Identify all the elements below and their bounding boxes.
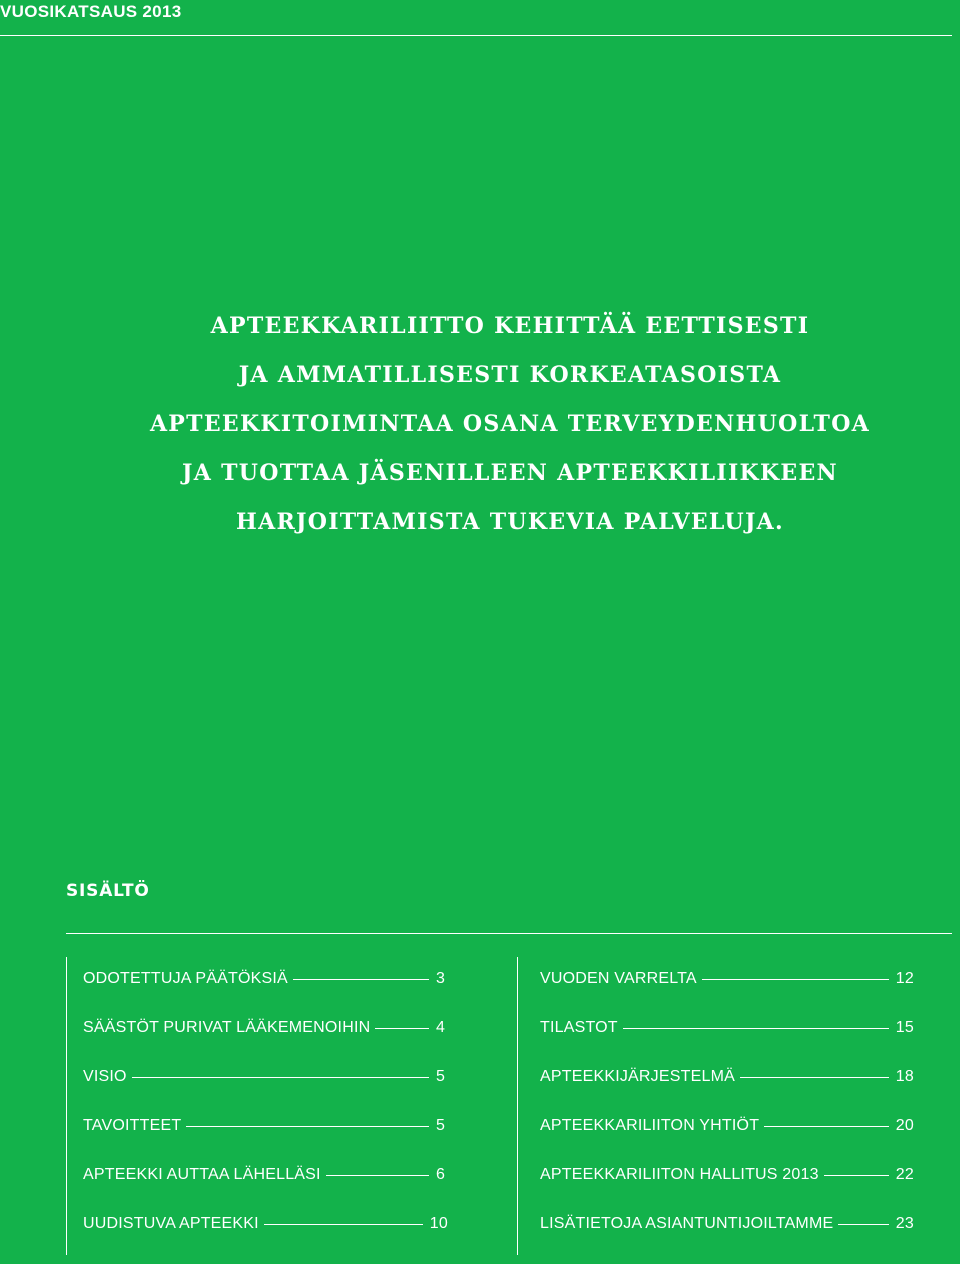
toc-entry-label: SÄÄSTÖT PURIVAT LÄÄKEMENOIHIN [83,1019,371,1036]
toc-entry-label: ODOTETTUJA PÄÄTÖKSIÄ [83,970,288,987]
mission-line: HARJOITTAMISTA TUKEVIA PALVELUJA. [236,509,784,535]
toc-entry[interactable] [83,1166,448,1215]
toc-entry[interactable] [83,1019,448,1068]
toc-entry-page: 22 [895,1166,914,1183]
toc-entry[interactable] [540,1117,914,1166]
toc-entry-page: 10 [429,1215,448,1232]
toc-entry-page: 20 [895,1117,914,1134]
toc-entry-label: VUODEN VARRELTA [540,970,697,987]
toc-leader-line [824,1175,889,1176]
toc-leader-line [375,1028,429,1029]
toc-entry[interactable] [83,1117,448,1166]
toc-entry[interactable] [83,1215,448,1264]
toc-leader-line [702,979,889,980]
toc-entry-label: APTEEKKARILIITON HALLITUS 2013 [540,1166,819,1183]
toc-entry-label: APTEEKKIJÄRJESTELMÄ [540,1068,735,1085]
toc-entry[interactable] [540,1166,914,1215]
toc-heading: SISÄLTÖ [66,881,150,901]
mission-line: APTEEKKITOIMINTAA OSANA TERVEYDENHUOLTOA [149,411,871,437]
toc-entry[interactable] [540,1215,914,1264]
toc-leader-line [740,1077,889,1078]
toc-entry-page: 3 [436,970,446,987]
toc-left-column-rule [66,957,67,1255]
mission-line: APTEEKKARILIITTO KEHITTÄÄ EETTISESTI [210,313,810,339]
mission-line: JA AMMATILLISESTI KORKEATASOISTA [238,362,782,388]
toc-leader-line [264,1224,423,1225]
toc-leader-line [293,979,429,980]
toc-entry-page: 6 [436,1166,446,1183]
header-divider [0,35,952,36]
toc-left-column [83,970,448,1264]
toc-leader-line [326,1175,429,1176]
toc-entry-label: TAVOITTEET [83,1117,182,1134]
toc-entry-label: APTEEKKI AUTTAA LÄHELLÄSI [83,1166,321,1183]
toc-entry-page: 23 [895,1215,914,1232]
toc-entry-page: 15 [895,1019,914,1036]
toc-leader-line [132,1077,429,1078]
toc-entry[interactable] [83,1068,448,1117]
toc-entry-label: VISIO [83,1068,127,1085]
toc-entry-page: 4 [436,1019,446,1036]
mission-line: JA TUOTTAA JÄSENILLEEN APTEEKKILIIKKEEN [182,460,838,486]
toc-middle-column-rule [517,957,518,1255]
toc-entry-page: 12 [895,970,914,987]
toc-entry-page: 5 [436,1117,446,1134]
toc-entry-page: 18 [895,1068,914,1085]
toc-divider [66,933,952,934]
toc-entry-label: LISÄTIETOJA ASIANTUNTIJOILTAMME [540,1215,834,1232]
toc-right-column [540,970,914,1264]
toc-entry[interactable] [540,1019,914,1068]
mission-statement [110,302,910,547]
toc-entry-label: UUDISTUVA APTEEKKI [83,1215,259,1232]
toc-entry[interactable] [83,970,448,1019]
toc-entry-label: APTEEKKARILIITON YHTIÖT [540,1117,760,1134]
report-title: VUOSIKATSAUS 2013 [0,2,182,21]
toc-entry[interactable] [540,1068,914,1117]
toc-entry-page: 5 [436,1068,446,1085]
toc-entry-label: TILASTOT [540,1019,618,1036]
toc-leader-line [623,1028,889,1029]
toc-entry[interactable] [540,970,914,1019]
toc-leader-line [764,1126,889,1127]
toc-leader-line [838,1224,888,1225]
toc-leader-line [186,1126,429,1127]
